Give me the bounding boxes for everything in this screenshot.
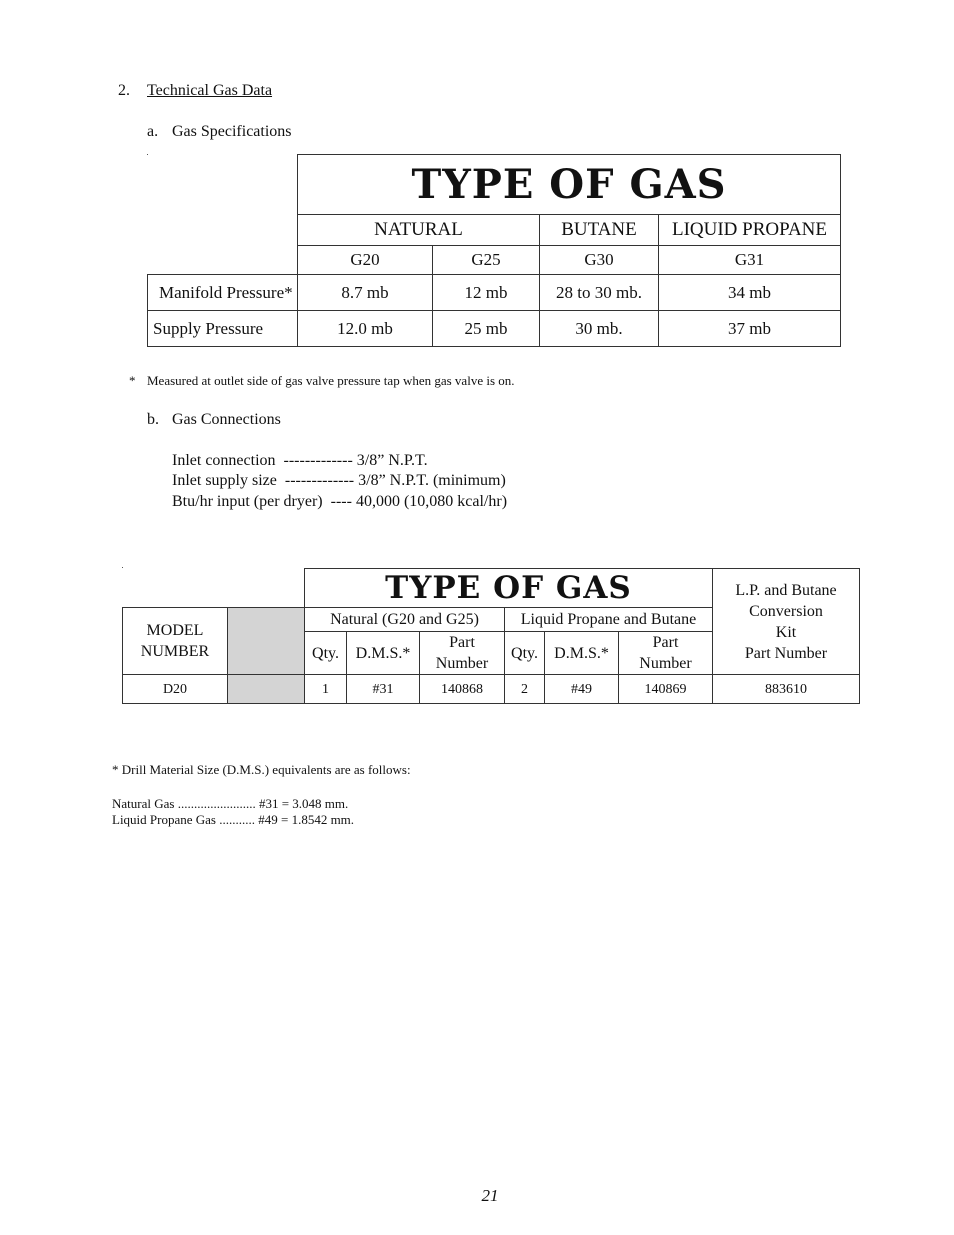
empty-corner — [148, 155, 298, 215]
dms-propane: Liquid Propane Gas ........... #49 = 1.8542 mm. — [112, 812, 355, 827]
table-cell: 12.0 mb — [298, 311, 433, 347]
gas-specs-title: Gas Specifications — [172, 123, 292, 140]
table-cell: 140869 — [619, 675, 713, 704]
gas-specs-heading — [147, 123, 292, 141]
gas-code: G25 — [433, 246, 540, 275]
dms-note: * Drill Material Size (D.M.S.) equivalents are as follows: — [112, 762, 411, 777]
model-cell: D20 — [123, 675, 228, 704]
empty-corner — [123, 569, 305, 608]
table-cell: 28 to 30 mb. — [540, 275, 659, 311]
part-header-line: Part — [652, 634, 679, 651]
category-butane: BUTANE — [540, 215, 659, 246]
table-cell: 883610 — [713, 675, 860, 704]
table-cell: 34 mb — [659, 275, 841, 311]
type-of-gas-banner: TYPE OF GAS — [305, 569, 713, 608]
kit-header-line: Part Number — [744, 644, 828, 662]
natural-header: Natural (G20 and G25) — [305, 608, 505, 632]
part-header-line: Number — [435, 655, 489, 672]
connection-line: Inlet connection ------------- 3/8” N.P.T. — [172, 452, 428, 469]
table-cell: #31 — [347, 675, 420, 704]
category-propane: LIQUID PROPANE — [659, 215, 841, 246]
qty-header: Qty. — [305, 632, 347, 675]
gas-code: G30 — [540, 246, 659, 275]
table-cell: 30 mb. — [540, 311, 659, 347]
table-cell: 37 mb — [659, 311, 841, 347]
gas-specs-table — [147, 154, 841, 347]
part-header-line: Number — [639, 655, 692, 672]
empty-corner — [148, 246, 298, 275]
gas-code: G20 — [298, 246, 433, 275]
gas-connections-heading — [147, 411, 281, 429]
type-of-gas-banner: TYPE OF GAS — [298, 155, 841, 215]
page-number: 21 — [481, 1186, 499, 1205]
shaded-cell — [228, 675, 305, 704]
shaded-cell — [228, 608, 305, 675]
kit-header-line: Conversion — [749, 602, 823, 620]
table-row — [148, 275, 841, 311]
row-label-manifold: Manifold Pressure* — [148, 275, 298, 311]
table-cell: 12 mb — [433, 275, 540, 311]
gas-connections-title: Gas Connections — [172, 411, 281, 428]
table-cell: 25 mb — [433, 311, 540, 347]
table-row — [148, 311, 841, 347]
pressure-footnote — [129, 373, 515, 389]
part-header-line: Part — [449, 634, 475, 651]
dms-natural: Natural Gas ........................ #31 = 3.048 mm. — [112, 796, 349, 811]
footnote-text: Measured at outlet side of gas valve pressure tap when gas valve is on. — [147, 373, 515, 388]
table-cell: 2 — [505, 675, 545, 704]
connection-line: Btu/hr input (per dryer) ---- 40,000 (10,080 kcal/hr) — [172, 493, 508, 510]
table-cell: 8.7 mb — [298, 275, 433, 311]
orifice-table — [122, 568, 860, 704]
table-cell: #49 — [545, 675, 619, 704]
empty-corner — [148, 215, 298, 246]
table-row — [123, 675, 860, 704]
kit-header — [713, 569, 860, 675]
connection-line: Inlet supply size ------------- 3/8” N.P.T. (minimum) — [172, 472, 506, 489]
section-number: 2. — [118, 82, 130, 99]
model-header — [123, 608, 228, 675]
row-label-supply: Supply Pressure — [148, 311, 298, 347]
gas-connections-letter: b. — [147, 411, 159, 428]
gas-code: G31 — [659, 246, 841, 275]
dms-header: D.M.S.* — [545, 632, 619, 675]
part-number-header — [420, 632, 505, 675]
model-header-line: NUMBER — [140, 643, 210, 660]
part-number-header — [619, 632, 713, 675]
table-cell: 140868 — [420, 675, 505, 704]
footnote-star: * — [129, 373, 136, 388]
qty-header: Qty. — [505, 632, 545, 675]
category-natural: NATURAL — [298, 215, 540, 246]
gas-specs-letter: a. — [147, 123, 159, 140]
dms-header: D.M.S.* — [347, 632, 420, 675]
section-heading — [118, 82, 272, 100]
table-cell: 1 — [305, 675, 347, 704]
section-title: Technical Gas Data — [147, 82, 273, 99]
kit-header-line: Kit — [775, 623, 797, 641]
kit-header-line: L.P. and Butane — [735, 581, 837, 599]
lp-header: Liquid Propane and Butane — [505, 608, 713, 632]
model-header-line: MODEL — [146, 622, 204, 639]
